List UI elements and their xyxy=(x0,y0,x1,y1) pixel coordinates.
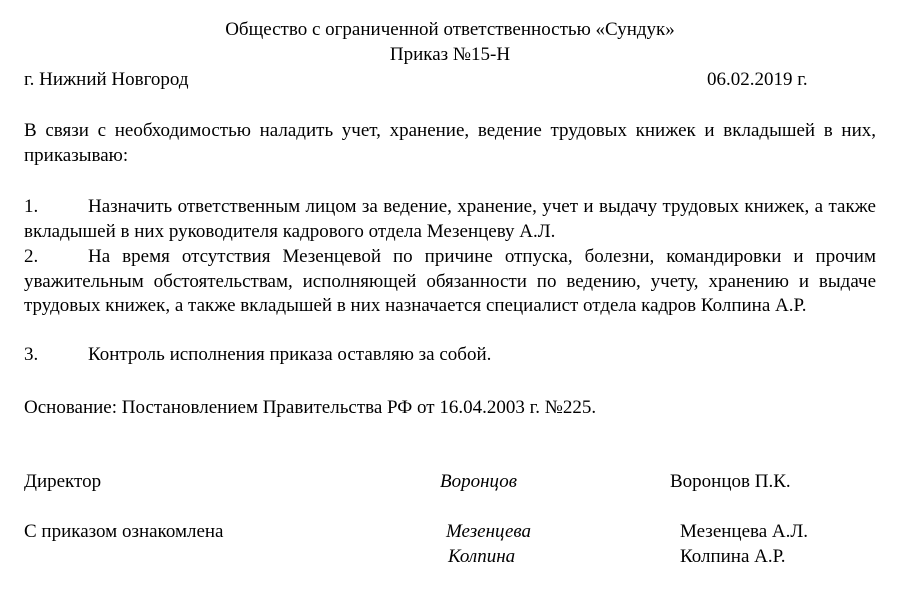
order-title: Приказ №15-Н xyxy=(389,44,511,65)
name-kolpina: Колпина А.Р. xyxy=(680,546,786,567)
signature-mezentseva: Мезенцева xyxy=(446,521,532,542)
item-text: Назначить ответственным лицом за ведение, хранение, учет и выдачу трудовых книжек, а также вкладышей в них руководителя кадрового отдела Мезенцеву А.Л. xyxy=(24,196,876,242)
intro-paragraph: В связи с необходимостью наладить учет, хранение, ведение трудовых книжек и вкладышей в них, приказываю: xyxy=(24,120,876,166)
item-number: 2. xyxy=(24,246,39,267)
director-label: Директор xyxy=(24,471,102,492)
director-signature: Воронцов xyxy=(440,471,518,492)
item-number: 1. xyxy=(24,196,39,217)
item-text: На время отсутствия Мезенцевой по причине отпуска, болезни, командировки и прочим уважительным обстоятельствам, исполняющей обязанности по ведению, учету, хранению и выдаче трудовых книжек, а также вкладышей в них назначается специалист отдела кадров Колпина А.Р. xyxy=(24,246,876,316)
company-name: Общество с ограниченной ответственностью «Сундук» xyxy=(225,19,675,40)
basis-line: Основание: Постановлением Правительства РФ от 16.04.2003 г. №225. xyxy=(24,397,597,418)
item-number: 3. xyxy=(24,344,39,365)
order-item-1 xyxy=(24,195,876,244)
signature-kolpina: Колпина xyxy=(448,546,516,567)
item-text: Контроль исполнения приказа оставляю за собой. xyxy=(88,344,492,365)
order-item-2 xyxy=(24,245,876,319)
director-name: Воронцов П.К. xyxy=(670,471,791,492)
acknowledged-label: С приказом ознакомлена xyxy=(24,521,224,542)
order-date: 06.02.2019 г. xyxy=(707,69,808,90)
name-mezentseva: Мезенцева А.Л. xyxy=(680,521,809,542)
city: г. Нижний Новгород xyxy=(24,69,189,90)
order-item-3 xyxy=(24,343,876,368)
